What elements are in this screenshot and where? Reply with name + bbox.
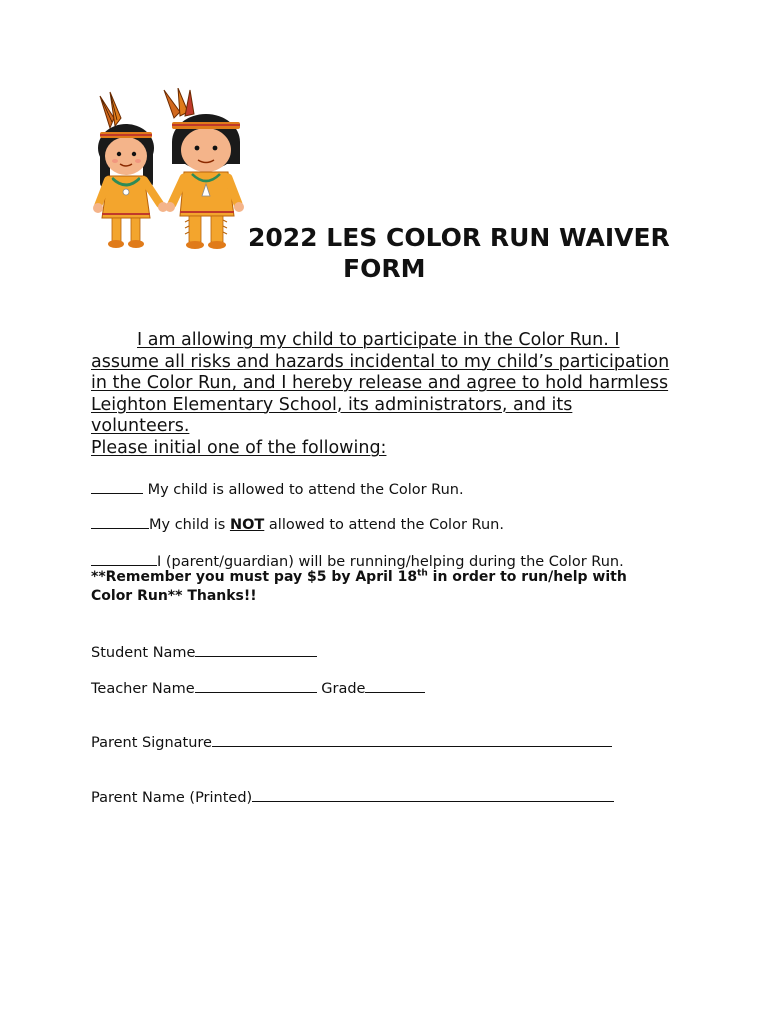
title-line-1: 2022 LES COLOR RUN WAIVER [248,223,670,252]
option-not-allowed [91,514,504,533]
grade-input[interactable] [365,678,425,693]
reminder-part-1: **Remember you must pay $5 by April 18 [91,569,418,585]
teacher-grade-row [91,678,425,697]
boy-figure-icon [164,88,244,249]
waiver-statement [91,330,711,459]
student-name-field [91,642,317,661]
statement-line: assume all risks and hazards incidental to my child’s participation [91,351,670,372]
option-allowed [91,479,464,498]
initial-blank-parent[interactable] [91,551,157,566]
student-name-input[interactable] [195,642,317,657]
teacher-name-label: Teacher Name [91,681,195,697]
option-not-word: NOT [229,517,265,533]
initial-instruction: Please initial one of the following: [91,437,387,458]
option-not-prefix: My child is [149,517,230,533]
statement-line: volunteers. [91,416,190,436]
reminder-sup: th [417,568,428,579]
reminder-part-2: in order to run/help with [427,569,627,585]
teacher-name-input[interactable] [195,678,317,693]
parent-name-label: Parent Name (Printed) [91,790,253,806]
statement-line: I am allowing my child to participate in the Color Run. I [137,330,620,350]
initial-blank-not-allowed[interactable] [91,514,149,529]
statement-line: Leighton Elementary School, its administrators, and its [91,394,573,415]
student-name-label: Student Name [91,645,196,661]
grade-label: Grade [321,681,366,697]
girl-figure-icon [93,92,168,248]
parent-signature-label: Parent Signature [91,735,212,751]
option-not-suffix: allowed to attend the Color Run. [264,517,504,533]
parent-name-input[interactable] [252,787,614,802]
parent-name-field [91,787,614,806]
title-line-2: FORM [343,254,426,283]
parent-signature-input[interactable] [212,732,612,747]
statement-line: in the Color Run, and I hereby release and agree to hold harmless [91,373,669,393]
payment-reminder [91,568,711,606]
initial-blank-allowed[interactable] [91,479,143,494]
option-allowed-text: My child is allowed to attend the Color Run. [147,482,464,498]
reminder-line-2: Color Run** Thanks!! [91,588,257,604]
option-parent-text: I (parent/guardian) will be running/helping during the Color Run. [157,554,624,570]
parent-signature-field [91,732,612,751]
children-clipart-icon [88,88,254,253]
form-title [248,222,718,284]
